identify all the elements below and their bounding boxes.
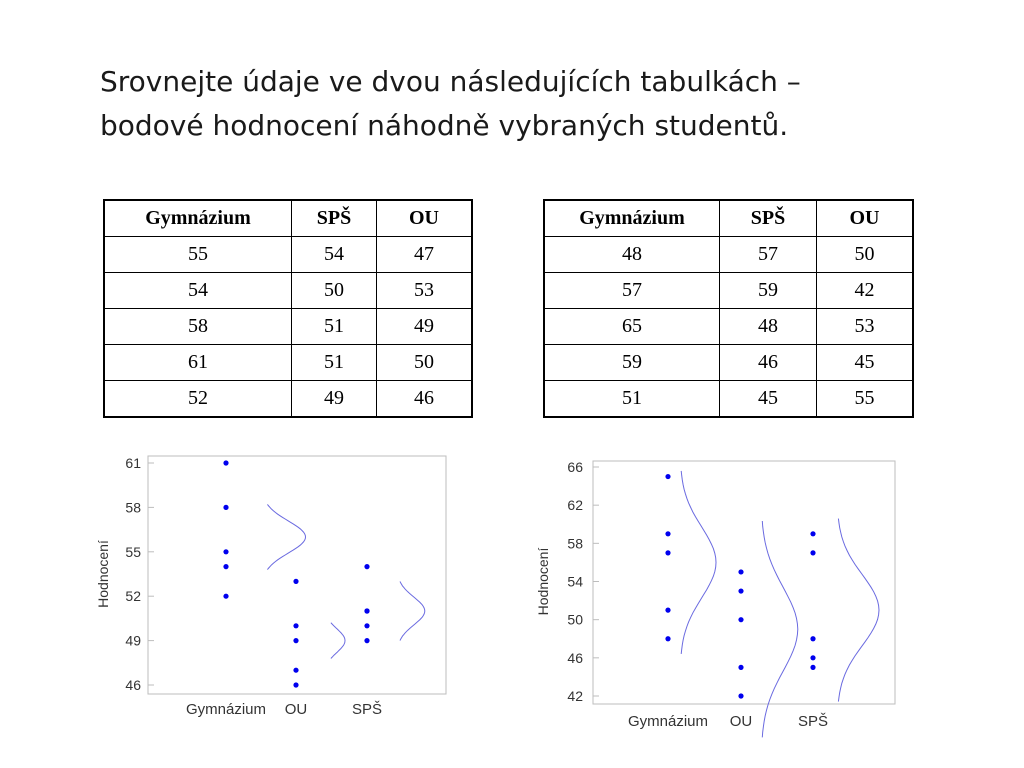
data-point: [364, 564, 369, 569]
table-cell: 57: [544, 273, 720, 309]
header-sps: SPŠ: [720, 200, 817, 237]
header-sps: SPŠ: [292, 200, 377, 237]
table-cell: 47: [377, 237, 473, 273]
data-point: [223, 549, 228, 554]
y-tick-label: 52: [125, 588, 141, 605]
table-cell: 55: [104, 237, 292, 273]
data-point: [738, 588, 743, 593]
data-point: [293, 682, 298, 687]
density-curve: [331, 623, 345, 659]
data-point: [293, 623, 298, 628]
data-point: [223, 594, 228, 599]
y-tick-label: 55: [125, 543, 141, 560]
x-category-label: OU: [284, 701, 308, 718]
data-point: [738, 665, 743, 670]
data-point: [364, 608, 369, 613]
y-tick-label: 61: [125, 455, 141, 471]
table-cell: 48: [720, 309, 817, 345]
table-cell: 50: [817, 237, 914, 273]
data-point: [223, 505, 228, 510]
table-cell: 55: [817, 381, 914, 418]
y-tick-label: 46: [567, 649, 583, 666]
y-axis-label: Hodnocení: [535, 547, 551, 616]
y-tick-label: 46: [125, 677, 141, 693]
table-cell: 45: [817, 345, 914, 381]
y-tick-label: 42: [567, 688, 583, 704]
table-cell: 54: [292, 237, 377, 273]
data-point: [665, 608, 670, 613]
header-gymnazium: Gymnázium: [544, 200, 720, 237]
data-point: [223, 564, 228, 569]
table-cell: 49: [377, 309, 473, 345]
data-point: [293, 579, 298, 584]
title-line-2: bodové hodnocení náhodně vybraných studentů.: [100, 109, 789, 142]
data-point: [738, 569, 743, 574]
density-curve: [400, 581, 425, 640]
table-cell: 54: [104, 273, 292, 309]
table-cell: 57: [720, 237, 817, 273]
table-cell: 48: [544, 237, 720, 273]
y-tick-label: 62: [567, 497, 583, 514]
table-cell: 50: [292, 273, 377, 309]
data-point: [293, 668, 298, 673]
data-point: [665, 550, 670, 555]
data-point: [810, 550, 815, 555]
table-cell: 59: [720, 273, 817, 309]
plot-frame: [593, 461, 895, 704]
table-cell: 50: [377, 345, 473, 381]
data-point: [364, 638, 369, 643]
density-curve: [681, 471, 716, 654]
x-category-label: OU: [729, 713, 753, 730]
x-category-label: SPŠ: [797, 713, 829, 730]
y-tick-label: 58: [125, 499, 141, 516]
data-point: [364, 623, 369, 628]
x-category-label: SPŠ: [351, 701, 383, 718]
table-cell: 58: [104, 309, 292, 345]
y-tick-label: 50: [567, 611, 583, 628]
table-cell: 46: [377, 381, 473, 418]
header-ou: OU: [817, 200, 914, 237]
y-tick-label: 66: [567, 459, 583, 475]
title-line-1: Srovnejte údaje ve dvou následujících tabulkách –: [100, 65, 801, 98]
table-cell: 59: [544, 345, 720, 381]
data-point: [293, 638, 298, 643]
data-point: [223, 460, 228, 465]
x-category-label: Gymnázium: [185, 701, 267, 718]
y-tick-label: 49: [125, 632, 141, 649]
data-point: [738, 617, 743, 622]
table-cell: 61: [104, 345, 292, 381]
header-ou: OU: [377, 200, 473, 237]
header-gymnazium: Gymnázium: [104, 200, 292, 237]
y-tick-label: 58: [567, 535, 583, 552]
density-curve: [838, 519, 879, 702]
data-point: [738, 693, 743, 698]
table-cell: 49: [292, 381, 377, 418]
data-point: [665, 531, 670, 536]
data-point: [810, 655, 815, 660]
table-cell: 51: [292, 309, 377, 345]
table-cell: 51: [292, 345, 377, 381]
data-point: [810, 531, 815, 536]
table-cell: 51: [544, 381, 720, 418]
density-curve: [762, 521, 798, 737]
y-axis-label: Hodnocení: [95, 540, 111, 608]
table-cell: 52: [104, 381, 292, 418]
y-tick-label: 54: [567, 573, 583, 590]
plot-frame: [148, 456, 446, 694]
x-category-label: Gymnázium: [627, 713, 709, 730]
table-cell: 53: [377, 273, 473, 309]
table-cell: 45: [720, 381, 817, 418]
data-point: [665, 636, 670, 641]
data-point: [810, 665, 815, 670]
table-cell: 65: [544, 309, 720, 345]
table-cell: 42: [817, 273, 914, 309]
data-point: [665, 474, 670, 479]
data-point: [810, 636, 815, 641]
table-cell: 46: [720, 345, 817, 381]
table-cell: 53: [817, 309, 914, 345]
density-curve: [267, 504, 305, 569]
